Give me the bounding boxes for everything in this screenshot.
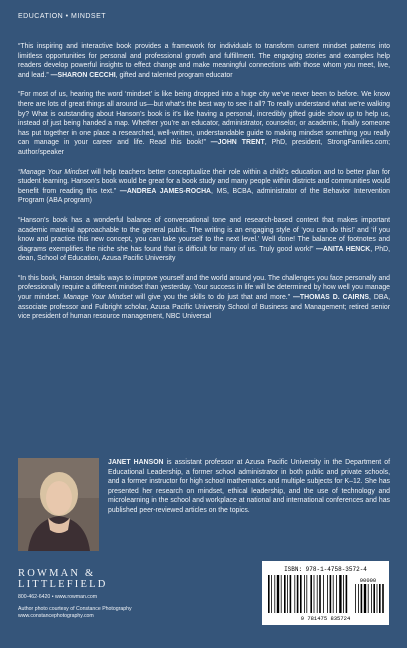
quote-text: “This inspiring and interactive book provides a framework for individuals to transform current mindset patterns into limitless opportunities for personal and professional growth and fulfillment. The engaging stories and examples help readers develop powerful insights to effect change and make meaningful connections with those whom you meet, live, and lead.” xyxy=(18,43,390,79)
quote-author: —JOHN TRENT xyxy=(210,139,265,147)
isbn-label: ISBN: 978-1-4758-3572-4 xyxy=(284,566,367,573)
endorsements xyxy=(18,42,390,332)
publisher-logo-line2: LITTLEFIELD xyxy=(18,579,108,590)
quote-author: —SHARON CECCHI xyxy=(50,71,116,79)
photo-credit-line: Author photo courtesy of Constance Photography xyxy=(18,606,132,612)
quote-affiliation: , PhD, president, StrongFamilies.com; author/speaker xyxy=(18,139,391,156)
barcode-digits: 9 781475 835724 xyxy=(300,615,351,622)
quote-text: will help teachers better conceptualize their role within a child’s education and to better plan for student learning. Hanson’s book would be great for a book study and many people within districts and communities would benefit from reading this text.” xyxy=(18,168,390,195)
quote-affiliation: , gifted and talented program educator xyxy=(115,71,233,79)
photo-credit-url: www.constancephotography.com xyxy=(18,613,94,619)
quote-author: —ANDREA JAMES-ROCHA xyxy=(119,187,212,195)
quote-text-end: will give you the skills to do just that and more.” xyxy=(132,294,291,302)
book-title-italic: Manage Your Mindset xyxy=(63,294,133,302)
publisher-logo-line1: ROWMAN & xyxy=(18,568,96,579)
author-name: JANET HANSON xyxy=(108,459,164,466)
author-bio-text: is assistant professor at Azusa Pacific University in the Department of Educational Leadership, a former school administrator in both public and private schools, and a former instructor for high school mathematics and multiple subjects for K–12. She has presented her research on mindset, ethical leadership, and the use of technology and microlearning in the school and workplace at national and international conferences and has published peer-reviewed articles on the topics. xyxy=(108,459,390,514)
photo-credit xyxy=(18,606,132,620)
quote-author: —THOMAS D. CAIRNS xyxy=(293,294,370,302)
endorsement-quote xyxy=(18,216,390,264)
book-title-italic: “Manage Your Mindset xyxy=(18,168,89,176)
endorsement-quote xyxy=(18,168,390,206)
price-code: 90000 xyxy=(359,577,377,584)
quote-affiliation: , DBA, associate professor and Fulbright scholar, Azusa Pacific University School of Business and Management; retired senior vice president of human resource management, NBC Universal xyxy=(18,294,391,321)
quote-text: “For most of us, hearing the word ‘mindset’ is like being dropped into a huge city we’ve never been to before. We know there are lots of great things all around us—but what’s the best way to see it all? To really understand what we’re walking by? What is outstanding about Hanson’s book is it’s like having a personal, incredibly gifted guide show up to help us, instead of just being handed a map. Whether you’re an educator, administrator, counselor, or academic, finally someone has put together in one place a researched, well-written, understandable guide to making mindset something you really can manage in your career and life. Read this book!” xyxy=(18,91,390,147)
publisher-block xyxy=(18,568,132,620)
author-photo xyxy=(18,458,99,551)
publisher-logo xyxy=(18,568,132,590)
quote-text: “In this book, Hanson details ways to improve yourself and the world around you. The challenges you face personally and professionally require a different mindset than yesterday. Your success in life will be determined by how well you manage your mindset. xyxy=(18,274,390,302)
quote-affiliation: , MS, BCBA, administrator of the Behavior Intervention Program (ABA program) xyxy=(18,187,390,205)
endorsement-quote xyxy=(18,274,390,322)
quote-text: “Hanson’s book has a wonderful balance of conversational tone and research-based context that makes important academic material approachable to the general public. The writing is an engaging style of ‘you can do this!’ and ‘if you know and practice this new concept, you can take yourself to the next level.’ Well done! The balance of footnotes and diagrams exemplifies the niche she has found that is difficult for many of us. Truly good work!” xyxy=(18,216,390,253)
author-section xyxy=(18,458,390,550)
quote-author: —ANITA HENCK xyxy=(316,245,371,253)
author-bio xyxy=(108,458,390,516)
category-label: EDUCATION • MINDSET xyxy=(18,13,107,20)
quote-affiliation: , PhD, dean, School of Education, Azusa Pacific University xyxy=(18,245,391,263)
barcode xyxy=(262,561,389,625)
publisher-contact: 800-462-6420 • www.rowman.com xyxy=(18,594,98,600)
endorsement-quote xyxy=(18,90,390,157)
endorsement-quote xyxy=(18,42,390,80)
